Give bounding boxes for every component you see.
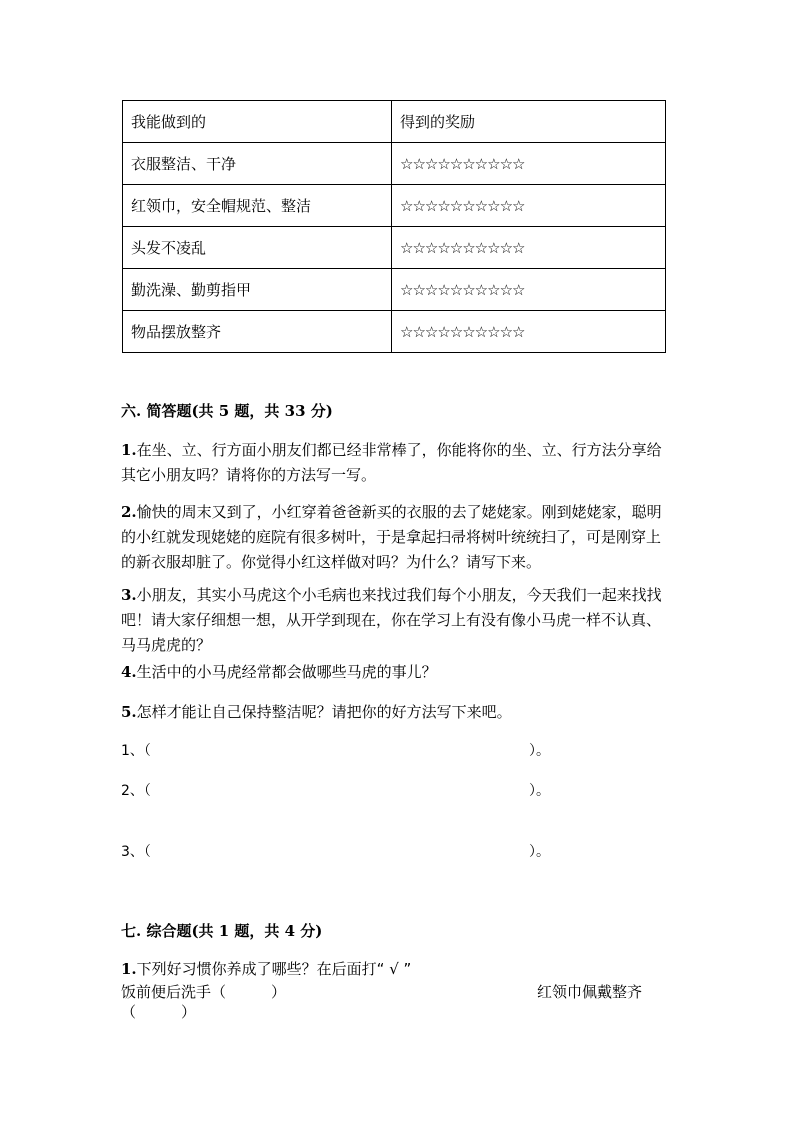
question-text: 下列好习惯你养成了哪些？在后面打“ √ ”: [136, 960, 412, 978]
section7-heading: 七. 综合题(共 1 题，共 4 分): [121, 922, 323, 940]
answer-blank-close: ）。: [529, 743, 550, 759]
stars-cell: ☆☆☆☆☆☆☆☆☆☆: [392, 269, 666, 311]
question-1: [121, 438, 666, 488]
table-header-row: [123, 101, 666, 143]
section6-heading: 六. 简答题(共 5 题，共 33 分): [121, 402, 333, 420]
question-4: [121, 660, 666, 685]
question-number: 1.: [121, 441, 137, 459]
question-number: 3.: [121, 586, 137, 604]
question-5: [121, 700, 666, 725]
habit-cell: 物品摆放整齐: [123, 311, 392, 353]
habit-item-1: 饭前便后洗手（ ）: [121, 983, 287, 1001]
answer-blank-close: ）。: [529, 844, 550, 860]
stars-cell: ☆☆☆☆☆☆☆☆☆☆: [392, 227, 666, 269]
question-text: 愉快的周末又到了，小红穿着爸爸新买的衣服的去了姥姥家。刚到姥姥家，聪明的小红就发现姥姥的庭院有很多树叶，于是拿起扫帚将树叶统统扫了，可是刚穿上的新衣服却脏了。你觉得小红这样做对吗？为什么？请写下来。: [121, 503, 662, 571]
answer-blank-close: ）。: [529, 783, 550, 799]
habit-cell: 勤洗澡、勤剪指甲: [123, 269, 392, 311]
question-number: 1.: [121, 960, 137, 978]
table-row: [123, 269, 666, 311]
rewards-table: [122, 100, 666, 353]
habit-item-2: 红领巾佩戴整齐: [537, 983, 643, 1001]
stars-cell: ☆☆☆☆☆☆☆☆☆☆: [392, 185, 666, 227]
table-row: [123, 227, 666, 269]
question-number: 4.: [121, 663, 137, 681]
answer-blank-open: 2、（: [121, 783, 151, 799]
habit-cell: 红领巾，安全帽规范、整洁: [123, 185, 392, 227]
stars-cell: ☆☆☆☆☆☆☆☆☆☆: [392, 311, 666, 353]
answer-blank-open: 3、（: [121, 844, 151, 860]
habit-item-2-paren: （ ）: [121, 1003, 197, 1021]
table-row: [123, 311, 666, 353]
habit-cell: 头发不凌乱: [123, 227, 392, 269]
table-row: [123, 185, 666, 227]
comprehensive-question-1: [121, 958, 411, 979]
table-header-cell: 得到的奖励: [392, 101, 666, 143]
habit-cell: 衣服整洁、干净: [123, 143, 392, 185]
stars-cell: ☆☆☆☆☆☆☆☆☆☆: [392, 143, 666, 185]
question-text: 怎样才能让自己保持整洁呢？请把你的好方法写下来吧。: [136, 703, 512, 721]
question-2: [121, 500, 666, 575]
table-header-cell: 我能做到的: [123, 101, 392, 143]
question-text: 生活中的小马虎经常都会做哪些马虎的事儿？: [136, 663, 437, 681]
question-3: [121, 583, 666, 658]
question-number: 2.: [121, 503, 137, 521]
question-text: 小朋友，其实小马虎这个小毛病也来找过我们每个小朋友，今天我们一起来找找吧！请大家仔细想一想，从开学到现在，你在学习上有没有像小马虎一样不认真、马马虎虎的？: [121, 586, 662, 654]
table-row: [123, 143, 666, 185]
answer-blank-open: 1、（: [121, 743, 151, 759]
question-number: 5.: [121, 703, 137, 721]
question-text: 在坐、立、行方面小朋友们都已经非常棒了，你能将你的坐、立、行方法分享给其它小朋友吗？请将你的方法写一写。: [121, 441, 662, 484]
